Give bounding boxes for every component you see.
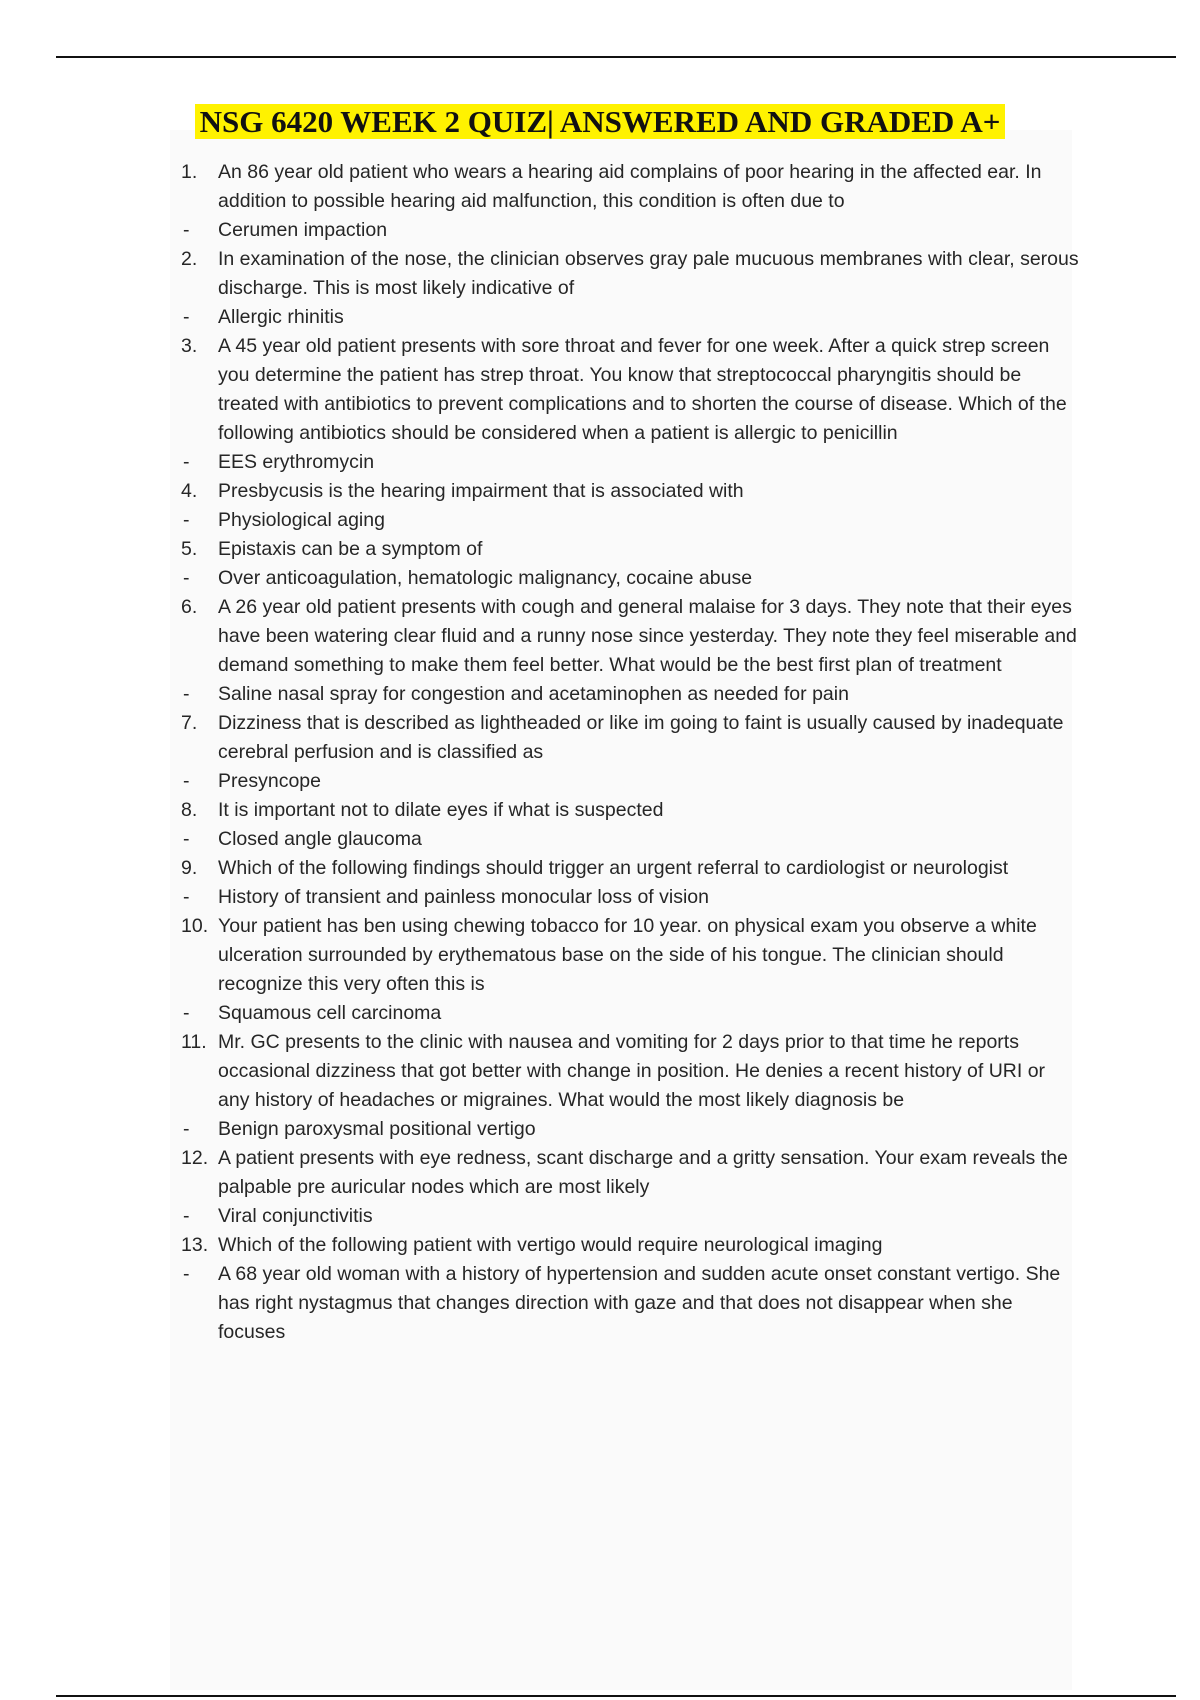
answer-item <box>181 680 1081 709</box>
question-item <box>181 535 1081 564</box>
question-number: 13. <box>181 1234 209 1256</box>
answer-item <box>181 999 1081 1028</box>
answer-dash: - <box>183 1263 190 1285</box>
question-number: 10. <box>181 915 209 937</box>
question-text: Your patient has ben using chewing tobacco for 10 year. on physical exam you observe a white ulceration surrounded by erythematous base on the side of his tongue. The clinician should recognize this very often this is <box>218 915 1037 995</box>
question-item <box>181 709 1081 767</box>
answer-item <box>181 506 1081 535</box>
answer-text: EES erythromycin <box>218 451 375 473</box>
question-number: 6. <box>181 596 198 618</box>
question-item <box>181 245 1081 303</box>
answer-item <box>181 883 1081 912</box>
question-number: 2. <box>181 248 198 270</box>
answer-text: Presyncope <box>218 770 321 792</box>
question-item <box>181 1028 1081 1115</box>
answer-dash: - <box>183 1205 190 1227</box>
answer-text: Physiological aging <box>218 509 385 531</box>
answer-text: Benign paroxysmal positional vertigo <box>218 1118 536 1140</box>
answer-text: History of transient and painless monocular loss of vision <box>218 886 709 908</box>
question-text: Which of the following patient with vertigo would require neurological imaging <box>218 1234 883 1256</box>
question-text: An 86 year old patient who wears a hearing aid complains of poor hearing in the affected ear. In addition to possible hearing aid malfunction, this condition is often due to <box>218 161 1042 212</box>
answer-dash: - <box>183 509 190 531</box>
answer-item <box>181 216 1081 245</box>
question-text: In examination of the nose, the clinician observes gray pale mucuous membranes with clear, serous discharge. This is most likely indicative of <box>218 248 1079 299</box>
answer-item <box>181 1115 1081 1144</box>
answer-dash: - <box>183 306 190 328</box>
question-number: 9. <box>181 857 198 879</box>
answer-dash: - <box>183 1118 190 1140</box>
question-item <box>181 332 1081 448</box>
answer-dash: - <box>183 567 190 589</box>
question-item <box>181 1144 1081 1202</box>
question-text: Epistaxis can be a symptom of <box>218 538 483 560</box>
answer-text: Saline nasal spray for congestion and acetaminophen as needed for pain <box>218 683 849 705</box>
answer-text: Allergic rhinitis <box>218 306 344 328</box>
question-number: 1. <box>181 161 198 183</box>
question-number: 3. <box>181 335 198 357</box>
question-item <box>181 477 1081 506</box>
question-number: 4. <box>181 480 198 502</box>
answer-text: Squamous cell carcinoma <box>218 1002 442 1024</box>
question-item <box>181 593 1081 680</box>
question-text: It is important not to dilate eyes if what is suspected <box>218 799 664 821</box>
answer-dash: - <box>183 219 190 241</box>
page-title <box>0 103 1200 141</box>
question-item <box>181 796 1081 825</box>
answer-text: Cerumen impaction <box>218 219 388 241</box>
qa-list <box>181 158 1081 1347</box>
question-text: A patient presents with eye redness, scant discharge and a gritty sensation. Your exam reveals the palpable pre auricular nodes which are most likely <box>218 1147 1068 1198</box>
question-number: 7. <box>181 712 198 734</box>
question-item <box>181 854 1081 883</box>
answer-item <box>181 1260 1081 1347</box>
question-text: A 26 year old patient presents with cough and general malaise for 3 days. They note that their eyes have been watering clear fluid and a runny nose since yesterday. They note they feel miserable and demand something to make them feel better. What would be the best first plan of treatment <box>218 596 1077 676</box>
answer-text: A 68 year old woman with a history of hypertension and sudden acute onset constant vertigo. She has right nystagmus that changes direction with gaze and that does not disappear when she focuses <box>218 1263 1061 1343</box>
answer-item <box>181 767 1081 796</box>
question-number: 12. <box>181 1147 209 1169</box>
question-text: A 45 year old patient presents with sore throat and fever for one week. After a quick strep screen you determine the patient has strep throat. You know that streptococcal pharyngitis should be treated with antibiotics to prevent complications and to shorten the course of disease. Which of the following antibiotics should be considered when a patient is allergic to penicillin <box>218 335 1067 444</box>
answer-dash: - <box>183 451 190 473</box>
answer-text: Closed angle glaucoma <box>218 828 422 850</box>
question-number: 5. <box>181 538 198 560</box>
answer-dash: - <box>183 770 190 792</box>
bottom-rule <box>56 1695 1176 1697</box>
answer-text: Viral conjunctivitis <box>218 1205 373 1227</box>
answer-item <box>181 448 1081 477</box>
answer-item <box>181 303 1081 332</box>
answer-dash: - <box>183 1002 190 1024</box>
answer-dash: - <box>183 683 190 705</box>
question-text: Which of the following findings should trigger an urgent referral to cardiologist or neurologist <box>218 857 1009 879</box>
answer-dash: - <box>183 828 190 850</box>
answer-dash: - <box>183 886 190 908</box>
question-text: Dizziness that is described as lightheaded or like im going to faint is usually caused by inadequate cerebral perfusion and is classified as <box>218 712 1064 763</box>
top-rule <box>56 56 1176 58</box>
question-text: Presbycusis is the hearing impairment that is associated with <box>218 480 744 502</box>
answer-text: Over anticoagulation, hematologic malignancy, cocaine abuse <box>218 567 753 589</box>
answer-item <box>181 564 1081 593</box>
answer-item <box>181 1202 1081 1231</box>
question-item <box>181 158 1081 216</box>
question-text: Mr. GC presents to the clinic with nausea and vomiting for 2 days prior to that time he reports occasional dizziness that got better with change in position. He denies a recent history of URI or any history of headaches or migraines. What would the most likely diagnosis be <box>218 1031 1046 1111</box>
question-item <box>181 912 1081 999</box>
title-highlight: NSG 6420 WEEK 2 QUIZ| ANSWERED AND GRADED A+ <box>195 104 1006 139</box>
question-number: 11. <box>181 1031 207 1053</box>
question-item <box>181 1231 1081 1260</box>
question-number: 8. <box>181 799 198 821</box>
answer-item <box>181 825 1081 854</box>
